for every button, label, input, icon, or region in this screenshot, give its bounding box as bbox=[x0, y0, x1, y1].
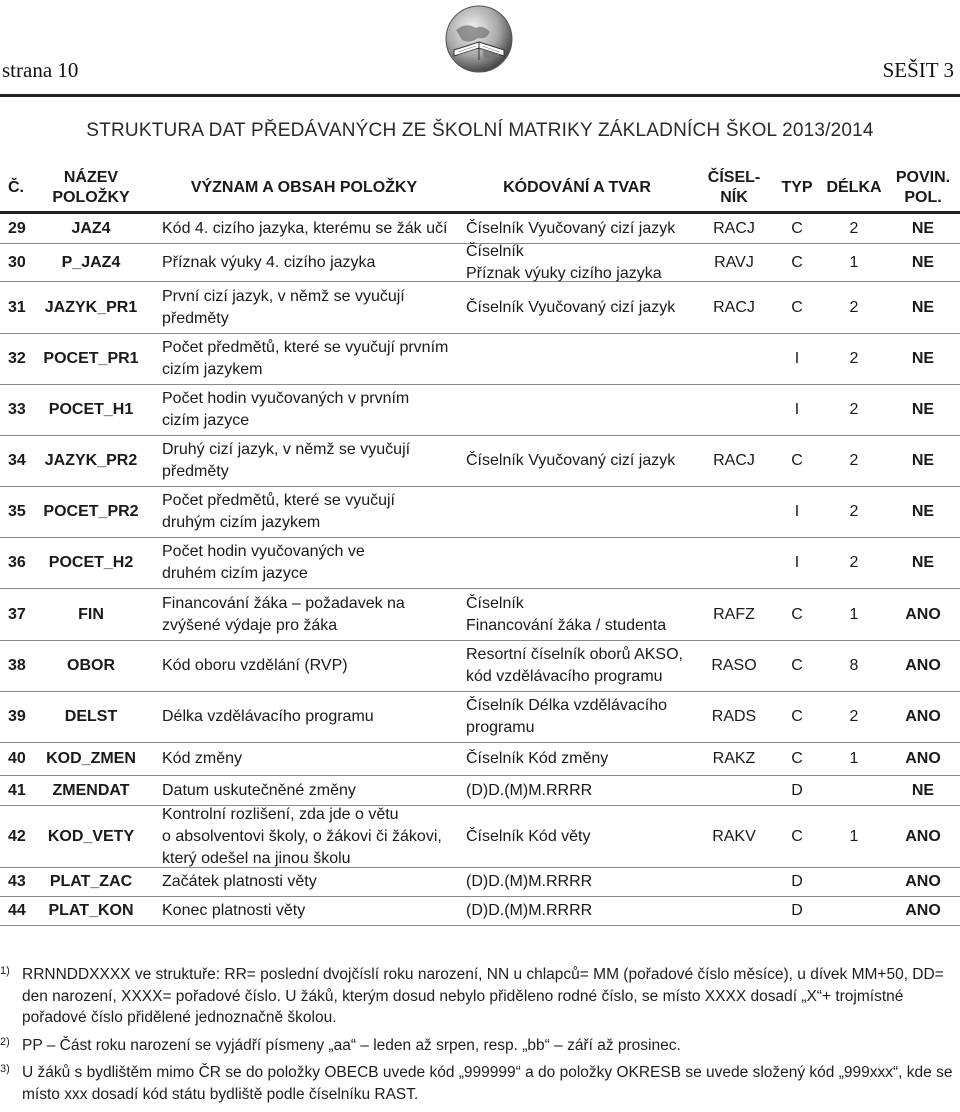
cell-code bbox=[458, 385, 696, 435]
footnote bbox=[0, 1062, 958, 1105]
cell-desc bbox=[150, 897, 458, 925]
cell-desc bbox=[150, 776, 458, 805]
cell-code-line: Financování žáka / studenta bbox=[466, 616, 667, 634]
cell-delka: 2 bbox=[849, 219, 859, 237]
cell-desc-line: Délka vzdělávacího programu bbox=[162, 708, 374, 725]
cell-code bbox=[458, 214, 696, 243]
cell-delka: 2 bbox=[849, 554, 859, 571]
table-row bbox=[0, 436, 960, 487]
footnote bbox=[0, 1035, 958, 1057]
cell-cis bbox=[696, 868, 772, 896]
cell-desc bbox=[150, 214, 458, 243]
cell-povin: ANO bbox=[905, 708, 941, 725]
col-header-code: KÓDOVÁNÍ A TVAR bbox=[503, 178, 651, 196]
cell-desc-line: druhém cizím jazyce bbox=[162, 565, 308, 582]
table-row bbox=[0, 897, 960, 926]
table-header-row bbox=[0, 164, 960, 214]
cell-code bbox=[458, 334, 696, 384]
cell-desc-line: zvýšené výdaje pro žáka bbox=[162, 616, 338, 634]
cell-desc-line: Druhý cizí jazyk, v němž se vyučují bbox=[162, 441, 411, 458]
cell-desc-line: Začátek platnosti věty bbox=[162, 873, 317, 890]
table-row bbox=[0, 743, 960, 776]
cell-num: 34 bbox=[8, 452, 26, 469]
cell-delka: 1 bbox=[849, 827, 859, 845]
table-body bbox=[0, 214, 960, 926]
cell-desc-line: Počet hodin vyučovaných v prvním bbox=[162, 390, 410, 407]
cell-povin: ANO bbox=[905, 873, 941, 890]
cell-typ: C bbox=[791, 657, 803, 674]
cell-num: 38 bbox=[8, 657, 26, 674]
cell-name: POCET_PR2 bbox=[43, 503, 139, 520]
cell-povin: ANO bbox=[905, 750, 941, 767]
cell-desc bbox=[150, 806, 458, 867]
cell-desc bbox=[150, 385, 458, 435]
cell-code-line: Číselník bbox=[466, 242, 524, 260]
cell-desc-line: Počet předmětů, které se vyučují bbox=[162, 492, 395, 509]
table-row bbox=[0, 214, 960, 244]
cell-delka bbox=[822, 897, 886, 925]
cell-povin: NE bbox=[911, 781, 935, 799]
cell-name: JAZ4 bbox=[71, 219, 111, 237]
cell-name: JAZYK_PR1 bbox=[44, 298, 138, 316]
cell-code-line: (D)D.(M)M.RRRR bbox=[466, 873, 593, 890]
cell-num: 35 bbox=[8, 503, 26, 520]
cell-num: 31 bbox=[8, 298, 26, 316]
cell-name: KOD_ZMEN bbox=[46, 750, 136, 767]
cell-name: DELST bbox=[64, 708, 118, 725]
page-number: strana 10 bbox=[2, 58, 79, 82]
table-row bbox=[0, 282, 960, 334]
col-header-num: Č. bbox=[8, 178, 24, 196]
cell-desc bbox=[150, 334, 458, 384]
cell-cis bbox=[696, 776, 772, 805]
cell-num: 30 bbox=[8, 253, 26, 271]
cell-desc-line: Příznak výuky 4. cizího jazyka bbox=[162, 253, 376, 271]
cell-cis: RAFZ bbox=[713, 605, 755, 623]
cell-code bbox=[458, 897, 696, 925]
col-header-cis-line: NÍK bbox=[720, 188, 748, 206]
cell-cis bbox=[696, 334, 772, 384]
footnote-mark: 2) bbox=[0, 1035, 10, 1048]
cell-num: 29 bbox=[8, 219, 26, 237]
cell-name: FIN bbox=[78, 605, 104, 623]
cell-typ: D bbox=[791, 902, 803, 919]
cell-cis bbox=[696, 487, 772, 537]
cell-typ: C bbox=[791, 605, 803, 623]
footnote-mark: 3) bbox=[0, 1063, 10, 1075]
cell-typ: C bbox=[791, 452, 803, 469]
cell-code bbox=[458, 692, 696, 742]
cell-num: 40 bbox=[8, 750, 26, 767]
header-divider bbox=[0, 94, 960, 97]
cell-code-line: Číselník Kód změny bbox=[466, 750, 609, 767]
cell-name: POCET_H2 bbox=[48, 554, 134, 571]
cell-typ: I bbox=[794, 554, 800, 571]
col-header-desc: VÝZNAM A OBSAH POLOŽKY bbox=[190, 178, 418, 196]
cell-code bbox=[458, 436, 696, 486]
cell-name: P_JAZ4 bbox=[61, 253, 121, 271]
cell-name: OBOR bbox=[67, 657, 115, 674]
cell-code-line: Příznak výuky cizího jazyka bbox=[466, 264, 662, 282]
cell-desc-line: cizím jazyce bbox=[162, 412, 250, 429]
cell-name: POCET_PR1 bbox=[43, 350, 139, 367]
cell-typ: C bbox=[791, 219, 803, 237]
cell-num: 39 bbox=[8, 708, 26, 725]
cell-code bbox=[458, 641, 696, 691]
cell-num: 44 bbox=[8, 902, 26, 919]
cell-desc-line: Počet hodin vyučovaných ve bbox=[162, 543, 365, 560]
cell-desc-line: druhým cizím jazykem bbox=[162, 514, 321, 531]
cell-povin: NE bbox=[911, 253, 935, 271]
cell-delka: 8 bbox=[849, 657, 859, 674]
cell-cis: RAKZ bbox=[712, 750, 756, 767]
cell-code-line: Číselník Vyučovaný cizí jazyk bbox=[466, 219, 676, 237]
cell-desc bbox=[150, 868, 458, 896]
cell-cis bbox=[696, 897, 772, 925]
cell-num: 43 bbox=[8, 873, 26, 890]
cell-name: JAZYK_PR2 bbox=[44, 452, 138, 469]
cell-desc-line: předměty bbox=[162, 309, 229, 327]
cell-cis: RADS bbox=[711, 708, 757, 725]
cell-povin: NE bbox=[911, 401, 935, 418]
cell-delka: 1 bbox=[849, 605, 859, 623]
cell-code-line: Číselník bbox=[466, 594, 524, 612]
cell-typ: C bbox=[791, 827, 803, 845]
cell-delka: 2 bbox=[849, 452, 859, 469]
table-row bbox=[0, 589, 960, 641]
cell-typ: I bbox=[794, 350, 800, 367]
footnote-text: U žáků s bydlištěm mimo ČR se do položky OBECB uvede kód „999999“ a do položky OKRESB se uvede složený kód „999xxx“, kde se místo xxx dosadí kód státu bydliště podle číselníku RAST. bbox=[22, 1064, 953, 1103]
cell-name: PLAT_KON bbox=[48, 902, 134, 919]
cell-desc bbox=[150, 436, 458, 486]
table-row bbox=[0, 487, 960, 538]
cell-code bbox=[458, 487, 696, 537]
cell-cis bbox=[696, 385, 772, 435]
cell-typ: D bbox=[791, 781, 803, 799]
cell-num: 37 bbox=[8, 605, 26, 623]
cell-name: POCET_H1 bbox=[48, 401, 134, 418]
table-row bbox=[0, 244, 960, 282]
cell-delka: 2 bbox=[849, 298, 859, 316]
cell-desc-line: Datum uskutečněné změny bbox=[162, 781, 356, 799]
cell-desc bbox=[150, 282, 458, 333]
col-header-cis bbox=[696, 164, 772, 211]
cell-povin: NE bbox=[911, 503, 935, 520]
cell-num: 41 bbox=[8, 781, 26, 799]
data-structure-table bbox=[0, 164, 960, 926]
cell-code-line: Číselník Kód věty bbox=[466, 827, 591, 845]
cell-cis: RASO bbox=[711, 657, 757, 674]
cell-code bbox=[458, 589, 696, 640]
cell-desc-line: Počet předmětů, které se vyučují prvním bbox=[162, 339, 449, 356]
cell-name: ZMENDAT bbox=[52, 781, 130, 799]
cell-desc-line: předměty bbox=[162, 463, 229, 480]
cell-povin: NE bbox=[911, 219, 935, 237]
cell-code-line: Číselník Vyučovaný cizí jazyk bbox=[466, 298, 676, 316]
cell-code-line: kód vzdělávacího programu bbox=[466, 668, 663, 685]
cell-desc-line: který odešel na jinou školu bbox=[162, 849, 351, 867]
col-header-name-line: POLOŽKY bbox=[52, 188, 130, 206]
col-header-name bbox=[32, 164, 150, 211]
cell-delka bbox=[822, 776, 886, 805]
cell-desc bbox=[150, 244, 458, 281]
cell-num: 36 bbox=[8, 554, 26, 571]
cell-num: 33 bbox=[8, 401, 26, 418]
cell-cis: RACJ bbox=[713, 298, 755, 316]
cell-desc-line: Kontrolní rozlišení, zda jde o větu bbox=[162, 805, 399, 823]
globe-book-logo-icon bbox=[442, 2, 516, 76]
cell-code bbox=[458, 244, 696, 281]
col-header-povin bbox=[886, 164, 960, 211]
cell-delka: 2 bbox=[849, 708, 859, 725]
cell-code bbox=[458, 538, 696, 588]
cell-delka bbox=[822, 868, 886, 896]
cell-povin: ANO bbox=[905, 902, 941, 919]
cell-code-line: Číselník Délka vzdělávacího bbox=[466, 697, 667, 714]
cell-povin: NE bbox=[911, 298, 935, 316]
footnote bbox=[0, 964, 958, 1029]
cell-desc-line: cizím jazykem bbox=[162, 361, 263, 378]
cell-delka: 2 bbox=[849, 350, 859, 367]
col-header-delka: DÉLKA bbox=[826, 178, 882, 196]
cell-desc bbox=[150, 641, 458, 691]
table-row bbox=[0, 806, 960, 868]
cell-code bbox=[458, 743, 696, 775]
table-row bbox=[0, 385, 960, 436]
table-row bbox=[0, 868, 960, 897]
cell-code bbox=[458, 868, 696, 896]
cell-desc bbox=[150, 743, 458, 775]
cell-desc-line: Kód 4. cizího jazyka, kterému se žák učí bbox=[162, 219, 448, 237]
cell-code-line: Číselník Vyučovaný cizí jazyk bbox=[466, 452, 676, 469]
document-title: STRUKTURA DAT PŘEDÁVANÝCH ZE ŠKOLNÍ MATRIKY ZÁKLADNÍCH ŠKOL 2013/2014 bbox=[86, 120, 874, 141]
cell-povin: ANO bbox=[905, 657, 941, 674]
col-header-cis-line: ČÍSEL- bbox=[707, 168, 761, 186]
col-header-povin-line: POVIN. bbox=[895, 168, 951, 186]
cell-num: 32 bbox=[8, 350, 26, 367]
table-row bbox=[0, 641, 960, 692]
cell-typ: I bbox=[794, 401, 800, 418]
cell-name: KOD_VETY bbox=[47, 827, 135, 845]
table-row bbox=[0, 692, 960, 743]
cell-typ: C bbox=[791, 708, 803, 725]
cell-code bbox=[458, 282, 696, 333]
footnote-text: PP – Část roku narození se vyjádří písmeny „aa“ – leden až srpen, resp. „bb“ – září až prosinec. bbox=[22, 1036, 681, 1054]
cell-code-line: (D)D.(M)M.RRRR bbox=[466, 781, 593, 799]
table-row bbox=[0, 776, 960, 806]
col-header-name-line: NÁZEV bbox=[63, 168, 119, 186]
cell-cis: RACJ bbox=[713, 219, 755, 237]
cell-desc bbox=[150, 487, 458, 537]
table-row bbox=[0, 538, 960, 589]
col-header-typ: TYP bbox=[781, 178, 813, 196]
page-header bbox=[0, 0, 960, 98]
cell-desc-line: Kód změny bbox=[162, 750, 243, 767]
cell-desc-line: Financování žáka – požadavek na bbox=[162, 594, 405, 612]
cell-delka: 1 bbox=[849, 253, 859, 271]
cell-desc bbox=[150, 692, 458, 742]
cell-typ: C bbox=[791, 298, 803, 316]
cell-cis: RAKV bbox=[712, 827, 756, 845]
cell-code-line: Resortní číselník oborů AKSO, bbox=[466, 646, 683, 663]
cell-code-line: (D)D.(M)M.RRRR bbox=[466, 902, 593, 919]
cell-desc-line: Kód oboru vzdělání (RVP) bbox=[162, 657, 348, 674]
cell-code bbox=[458, 776, 696, 805]
cell-code-line: programu bbox=[466, 719, 535, 736]
cell-code bbox=[458, 806, 696, 867]
cell-typ: D bbox=[791, 873, 803, 890]
col-header-povin-line: POL. bbox=[904, 188, 942, 206]
cell-cis bbox=[696, 538, 772, 588]
cell-desc bbox=[150, 589, 458, 640]
cell-typ: I bbox=[794, 503, 800, 520]
cell-delka: 2 bbox=[849, 401, 859, 418]
cell-povin: ANO bbox=[905, 605, 941, 623]
footnotes bbox=[0, 964, 958, 1111]
cell-num: 42 bbox=[8, 827, 26, 845]
cell-typ: C bbox=[791, 750, 803, 767]
cell-desc-line: První cizí jazyk, v němž se vyučují bbox=[162, 287, 405, 305]
cell-desc bbox=[150, 538, 458, 588]
cell-cis: RACJ bbox=[713, 452, 755, 469]
cell-delka: 2 bbox=[849, 503, 859, 520]
cell-povin: NE bbox=[911, 350, 935, 367]
booklet-label: SEŠIT 3 bbox=[882, 58, 954, 82]
footnote-mark: 1) bbox=[0, 965, 10, 977]
cell-desc-line: o absolventovi školy, o žákovi či žákovi, bbox=[162, 827, 442, 845]
cell-typ: C bbox=[791, 253, 803, 271]
cell-povin: ANO bbox=[905, 827, 941, 845]
footnote-text: RRNNDDXXXX ve struktuře: RR= poslední dvojčíslí roku narození, NN u chlapců= MM (pořadové číslo měsíce), u dívek MM+50, DD= den narození, XXXX= pořadové číslo. U žáků, kterým dosud nebylo přiděleno rodné číslo, se místo XXXX dosadí „X“+ trojmístné pořadové číslo přidělené jednoznačně školou. bbox=[22, 966, 944, 1026]
cell-povin: NE bbox=[911, 554, 935, 571]
cell-cis: RAVJ bbox=[714, 253, 754, 271]
table-row bbox=[0, 334, 960, 385]
cell-name: PLAT_ZAC bbox=[49, 873, 133, 890]
cell-delka: 1 bbox=[849, 750, 859, 767]
cell-desc-line: Konec platnosti věty bbox=[162, 902, 306, 919]
cell-povin: NE bbox=[911, 452, 935, 469]
